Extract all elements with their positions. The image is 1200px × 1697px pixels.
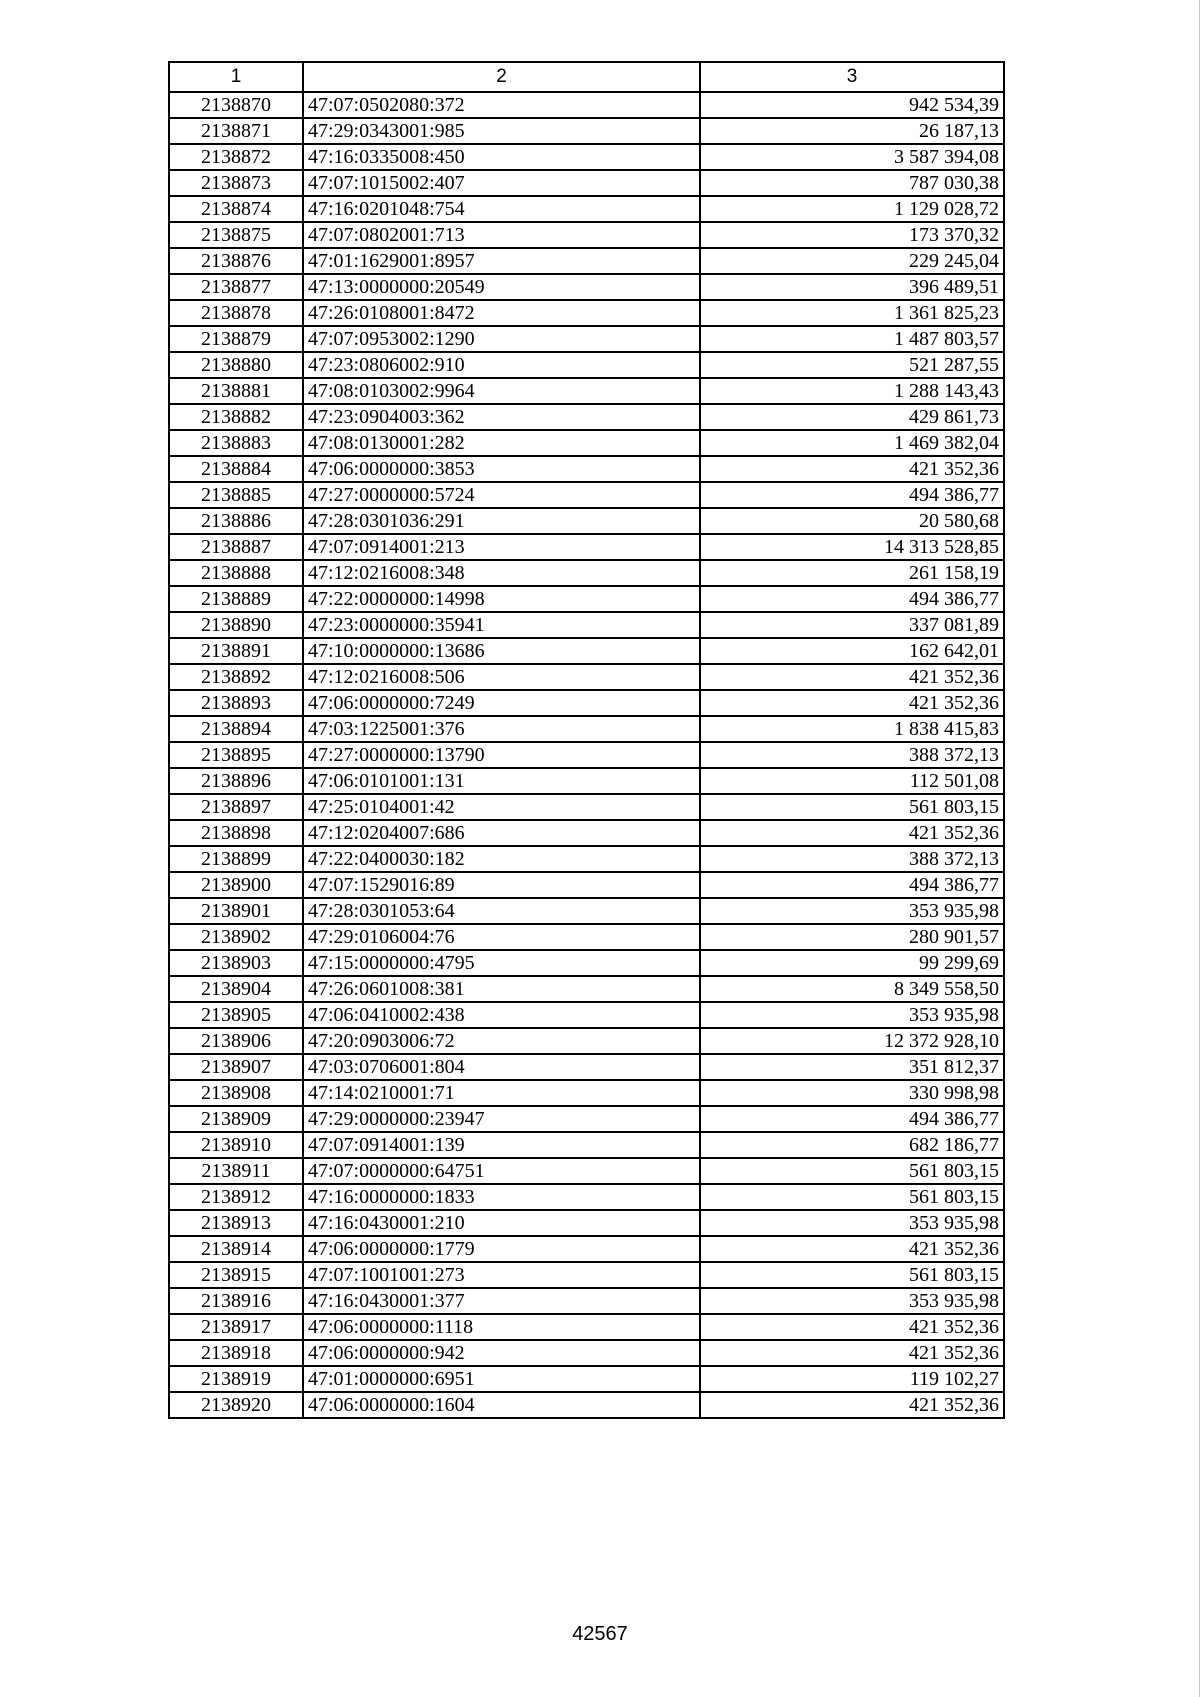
row-number-cell: 2138896 [169,768,303,794]
row-number-cell: 2138879 [169,326,303,352]
cadastral-number-cell: 47:25:0104001:42 [303,794,700,820]
cadastral-number-cell: 47:07:0802001:713 [303,222,700,248]
cadastral-value-cell: 261 158,19 [700,560,1004,586]
cadastral-number-cell: 47:03:1225001:376 [303,716,700,742]
table-row [169,1132,1004,1158]
table-row [169,638,1004,664]
cadastral-number-cell: 47:08:0103002:9964 [303,378,700,404]
cadastral-value-cell: 99 299,69 [700,950,1004,976]
row-number-cell: 2138905 [169,1002,303,1028]
table-row [169,1366,1004,1392]
cadastral-value-cell: 429 861,73 [700,404,1004,430]
cadastral-value-cell: 351 812,37 [700,1054,1004,1080]
cadastral-number-cell: 47:23:0806002:910 [303,352,700,378]
table-row [169,274,1004,300]
table-row [169,586,1004,612]
cadastral-value-cell: 494 386,77 [700,872,1004,898]
cadastral-number-cell: 47:29:0000000:23947 [303,1106,700,1132]
cadastral-value-cell: 20 580,68 [700,508,1004,534]
table-row [169,560,1004,586]
cadastral-number-cell: 47:07:0502080:372 [303,92,700,118]
cadastral-value-cell: 229 245,04 [700,248,1004,274]
table-row [169,326,1004,352]
row-number-cell: 2138893 [169,690,303,716]
table-row [169,794,1004,820]
table-row [169,768,1004,794]
cadastral-value-cell: 421 352,36 [700,1340,1004,1366]
row-number-cell: 2138876 [169,248,303,274]
cadastral-value-cell: 1 469 382,04 [700,430,1004,456]
row-number-cell: 2138891 [169,638,303,664]
row-number-cell: 2138916 [169,1288,303,1314]
cadastral-value-cell: 353 935,98 [700,898,1004,924]
cadastral-value-cell: 388 372,13 [700,846,1004,872]
table-row [169,378,1004,404]
cadastral-number-cell: 47:06:0000000:1779 [303,1236,700,1262]
row-number-cell: 2138912 [169,1184,303,1210]
cadastral-value-cell: 787 030,38 [700,170,1004,196]
cadastral-number-cell: 47:12:0216008:348 [303,560,700,586]
row-number-cell: 2138914 [169,1236,303,1262]
row-number-cell: 2138882 [169,404,303,430]
cadastral-value-cell: 561 803,15 [700,1262,1004,1288]
row-number-cell: 2138887 [169,534,303,560]
row-number-cell: 2138878 [169,300,303,326]
table-row [169,1340,1004,1366]
table-row [169,456,1004,482]
cadastral-value-cell: 421 352,36 [700,820,1004,846]
cadastral-number-cell: 47:06:0000000:7249 [303,690,700,716]
table-row [169,430,1004,456]
cadastral-value-cell: 14 313 528,85 [700,534,1004,560]
table-row [169,222,1004,248]
row-number-cell: 2138883 [169,430,303,456]
cadastral-value-cell: 1 487 803,57 [700,326,1004,352]
row-number-cell: 2138872 [169,144,303,170]
table-row [169,1002,1004,1028]
cadastral-number-cell: 47:01:0000000:6951 [303,1366,700,1392]
table-row [169,196,1004,222]
table-row [169,508,1004,534]
column-header-2: 2 [303,62,700,92]
cadastral-number-cell: 47:01:1629001:8957 [303,248,700,274]
cadastral-value-cell: 353 935,98 [700,1210,1004,1236]
row-number-cell: 2138888 [169,560,303,586]
row-number-cell: 2138894 [169,716,303,742]
table-row [169,820,1004,846]
row-number-cell: 2138918 [169,1340,303,1366]
cadastral-value-cell: 353 935,98 [700,1288,1004,1314]
row-number-cell: 2138908 [169,1080,303,1106]
row-number-cell: 2138890 [169,612,303,638]
cadastral-value-cell: 494 386,77 [700,482,1004,508]
cadastral-value-table [168,61,1005,1419]
table-row [169,1288,1004,1314]
row-number-cell: 2138881 [169,378,303,404]
column-header-1: 1 [169,62,303,92]
cadastral-value-cell: 12 372 928,10 [700,1028,1004,1054]
cadastral-number-cell: 47:06:0000000:942 [303,1340,700,1366]
cadastral-number-cell: 47:14:0210001:71 [303,1080,700,1106]
table-row [169,846,1004,872]
cadastral-value-cell: 421 352,36 [700,456,1004,482]
table-row [169,950,1004,976]
table-row [169,144,1004,170]
cadastral-value-cell: 396 489,51 [700,274,1004,300]
table-row [169,1080,1004,1106]
row-number-cell: 2138897 [169,794,303,820]
cadastral-number-cell: 47:07:1001001:273 [303,1262,700,1288]
row-number-cell: 2138919 [169,1366,303,1392]
row-number-cell: 2138870 [169,92,303,118]
cadastral-value-cell: 494 386,77 [700,586,1004,612]
cadastral-number-cell: 47:16:0201048:754 [303,196,700,222]
cadastral-value-cell: 1 838 415,83 [700,716,1004,742]
row-number-cell: 2138911 [169,1158,303,1184]
cadastral-number-cell: 47:27:0000000:13790 [303,742,700,768]
table-row [169,1106,1004,1132]
cadastral-value-cell: 421 352,36 [700,1314,1004,1340]
table-row [169,742,1004,768]
cadastral-number-cell: 47:16:0430001:377 [303,1288,700,1314]
cadastral-value-cell: 162 642,01 [700,638,1004,664]
table-row [169,664,1004,690]
table-row [169,300,1004,326]
row-number-cell: 2138892 [169,664,303,690]
cadastral-number-cell: 47:07:1529016:89 [303,872,700,898]
cadastral-value-cell: 521 287,55 [700,352,1004,378]
row-number-cell: 2138900 [169,872,303,898]
row-number-cell: 2138886 [169,508,303,534]
cadastral-number-cell: 47:23:0904003:362 [303,404,700,430]
page-number: 42567 [572,1623,628,1645]
row-number-cell: 2138899 [169,846,303,872]
cadastral-number-cell: 47:13:0000000:20549 [303,274,700,300]
cadastral-number-cell: 47:06:0410002:438 [303,1002,700,1028]
cadastral-number-cell: 47:06:0000000:1604 [303,1392,700,1418]
cadastral-number-cell: 47:16:0335008:450 [303,144,700,170]
table-row [169,170,1004,196]
cadastral-number-cell: 47:27:0000000:5724 [303,482,700,508]
cadastral-number-cell: 47:20:0903006:72 [303,1028,700,1054]
table-body [169,92,1004,1418]
cadastral-number-cell: 47:26:0601008:381 [303,976,700,1002]
table-row [169,482,1004,508]
cadastral-number-cell: 47:29:0106004:76 [303,924,700,950]
row-number-cell: 2138909 [169,1106,303,1132]
row-number-cell: 2138880 [169,352,303,378]
row-number-cell: 2138910 [169,1132,303,1158]
table-row [169,534,1004,560]
table-row [169,976,1004,1002]
cadastral-number-cell: 47:28:0301036:291 [303,508,700,534]
cadastral-value-cell: 421 352,36 [700,1392,1004,1418]
table-row [169,248,1004,274]
table-row [169,118,1004,144]
row-number-cell: 2138884 [169,456,303,482]
cadastral-number-cell: 47:06:0000000:1118 [303,1314,700,1340]
table-row [169,1028,1004,1054]
row-number-cell: 2138920 [169,1392,303,1418]
cadastral-value-cell: 682 186,77 [700,1132,1004,1158]
cadastral-number-cell: 47:07:0000000:64751 [303,1158,700,1184]
cadastral-number-cell: 47:12:0216008:506 [303,664,700,690]
cadastral-value-cell: 494 386,77 [700,1106,1004,1132]
cadastral-number-cell: 47:29:0343001:985 [303,118,700,144]
table-row [169,92,1004,118]
cadastral-value-cell: 330 998,98 [700,1080,1004,1106]
cadastral-value-cell: 280 901,57 [700,924,1004,950]
row-number-cell: 2138917 [169,1314,303,1340]
table-row [169,872,1004,898]
cadastral-number-cell: 47:16:0430001:210 [303,1210,700,1236]
row-number-cell: 2138871 [169,118,303,144]
row-number-cell: 2138874 [169,196,303,222]
cadastral-number-cell: 47:23:0000000:35941 [303,612,700,638]
table-row [169,612,1004,638]
cadastral-value-cell: 942 534,39 [700,92,1004,118]
table-row [169,924,1004,950]
cadastral-number-cell: 47:26:0108001:8472 [303,300,700,326]
cadastral-value-cell: 561 803,15 [700,1158,1004,1184]
cadastral-value-cell: 561 803,15 [700,1184,1004,1210]
table-row [169,1158,1004,1184]
row-number-cell: 2138903 [169,950,303,976]
cadastral-value-cell: 26 187,13 [700,118,1004,144]
cadastral-value-cell: 173 370,32 [700,222,1004,248]
row-number-cell: 2138907 [169,1054,303,1080]
table-row [169,1236,1004,1262]
row-number-cell: 2138877 [169,274,303,300]
cadastral-value-cell: 1 129 028,72 [700,196,1004,222]
row-number-cell: 2138904 [169,976,303,1002]
cadastral-number-cell: 47:16:0000000:1833 [303,1184,700,1210]
cadastral-value-cell: 421 352,36 [700,1236,1004,1262]
row-number-cell: 2138915 [169,1262,303,1288]
table-row [169,1184,1004,1210]
cadastral-value-cell: 119 102,27 [700,1366,1004,1392]
cadastral-number-cell: 47:03:0706001:804 [303,1054,700,1080]
row-number-cell: 2138873 [169,170,303,196]
cadastral-value-cell: 421 352,36 [700,664,1004,690]
row-number-cell: 2138898 [169,820,303,846]
table-row [169,352,1004,378]
cadastral-value-cell: 1 361 825,23 [700,300,1004,326]
table-row [169,716,1004,742]
table-row [169,1392,1004,1418]
row-number-cell: 2138906 [169,1028,303,1054]
row-number-cell: 2138889 [169,586,303,612]
cadastral-number-cell: 47:06:0101001:131 [303,768,700,794]
row-number-cell: 2138902 [169,924,303,950]
table-row [169,1262,1004,1288]
cadastral-number-cell: 47:07:1015002:407 [303,170,700,196]
table-row [169,898,1004,924]
cadastral-value-cell: 3 587 394,08 [700,144,1004,170]
column-header-3: 3 [700,62,1004,92]
row-number-cell: 2138913 [169,1210,303,1236]
cadastral-value-cell: 561 803,15 [700,794,1004,820]
cadastral-value-cell: 8 349 558,50 [700,976,1004,1002]
cadastral-value-cell: 112 501,08 [700,768,1004,794]
cadastral-number-cell: 47:06:0000000:3853 [303,456,700,482]
cadastral-number-cell: 47:08:0130001:282 [303,430,700,456]
row-number-cell: 2138901 [169,898,303,924]
table-row [169,1210,1004,1236]
table-row [169,1054,1004,1080]
cadastral-number-cell: 47:07:0914001:213 [303,534,700,560]
cadastral-value-cell: 421 352,36 [700,690,1004,716]
cadastral-value-cell: 1 288 143,43 [700,378,1004,404]
cadastral-number-cell: 47:12:0204007:686 [303,820,700,846]
cadastral-number-cell: 47:22:0000000:14998 [303,586,700,612]
table-row [169,1314,1004,1340]
cadastral-number-cell: 47:10:0000000:13686 [303,638,700,664]
cadastral-value-cell: 388 372,13 [700,742,1004,768]
row-number-cell: 2138875 [169,222,303,248]
table-row [169,690,1004,716]
cadastral-number-cell: 47:07:0953002:1290 [303,326,700,352]
cadastral-number-cell: 47:28:0301053:64 [303,898,700,924]
cadastral-number-cell: 47:22:0400030:182 [303,846,700,872]
cadastral-number-cell: 47:07:0914001:139 [303,1132,700,1158]
cadastral-value-cell: 353 935,98 [700,1002,1004,1028]
cadastral-number-cell: 47:15:0000000:4795 [303,950,700,976]
row-number-cell: 2138885 [169,482,303,508]
table-row [169,404,1004,430]
cadastral-value-cell: 337 081,89 [700,612,1004,638]
table-header-row [169,62,1004,92]
row-number-cell: 2138895 [169,742,303,768]
